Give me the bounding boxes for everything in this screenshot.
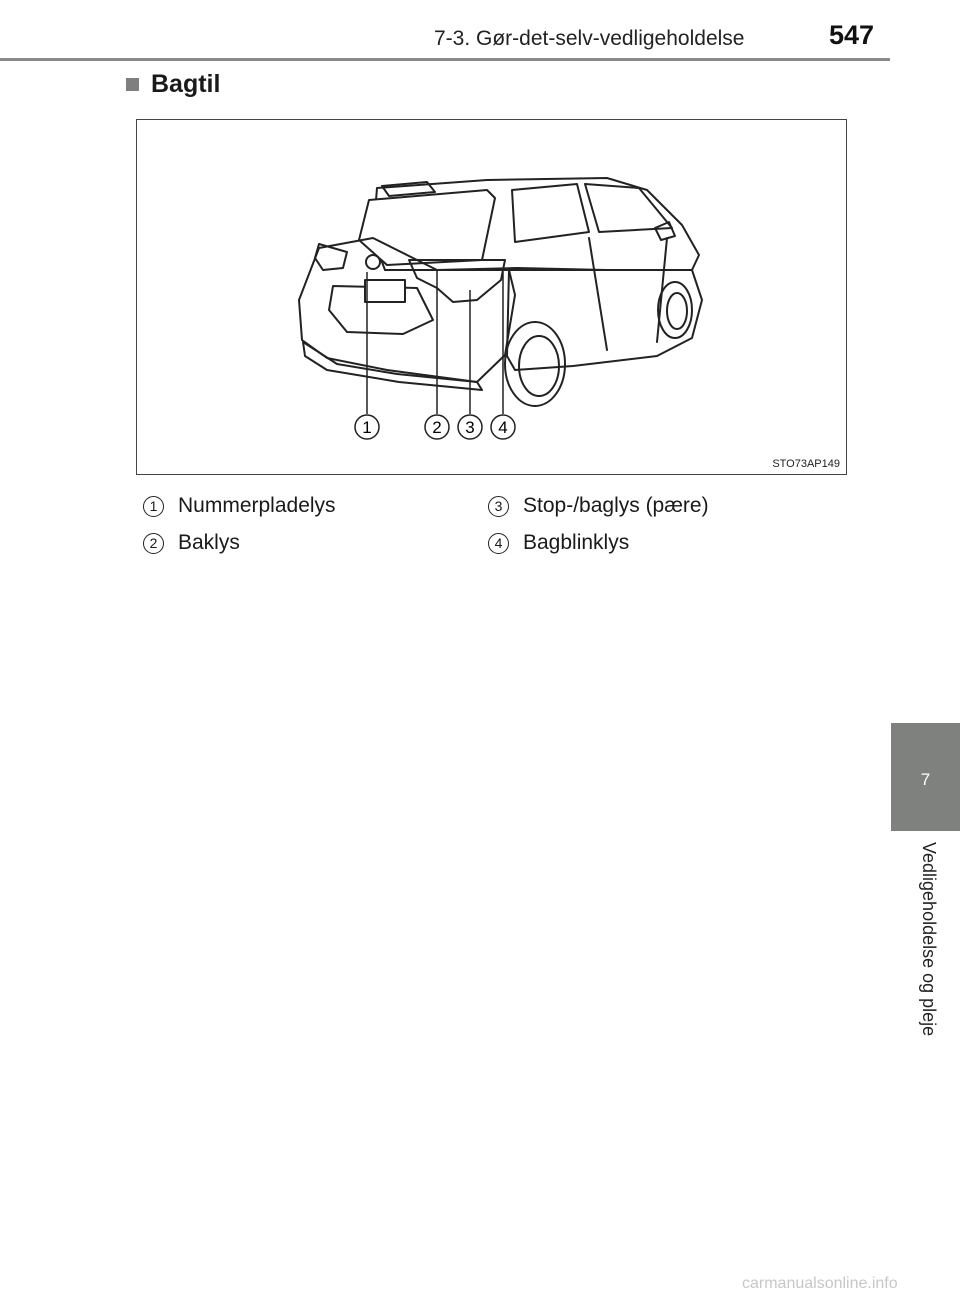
chapter-title: Vedligeholdelse og pleje [919,842,939,1037]
page-number: 547 [829,20,875,50]
square-bullet-icon [126,78,139,91]
callout-3-label: 3 [465,418,475,437]
legend-number-4: 4 [488,533,509,554]
header-divider [0,58,890,61]
watermark: carmanualsonline.info [742,1275,898,1292]
car-rear-illustration [137,120,848,476]
legend-item-4 [488,531,629,555]
legend-label-2: Baklys [178,531,240,554]
chapter-tab [891,723,960,831]
car-rear-figure [136,119,847,475]
legend-label-1: Nummerpladelys [178,494,336,517]
header-section-title: 7-3. Gør-det-selv-vedligeholdelse [434,27,745,50]
legend-item-3 [488,494,709,518]
legend-number-3: 3 [488,496,509,517]
callout-4 [491,415,515,439]
chapter-number: 7 [920,770,931,789]
callout-4-label: 4 [498,418,508,437]
legend-item-2 [143,531,240,555]
legend-number-2: 2 [143,533,164,554]
section-heading-text: Bagtil [151,70,221,98]
legend-item-1 [143,494,336,518]
legend-number-1: 1 [143,496,164,517]
callout-3 [458,415,482,439]
legend-label-4: Bagblinklys [523,531,630,554]
callout-2-label: 2 [432,418,442,437]
callout-1 [355,415,379,439]
section-heading [126,70,220,99]
figure-code: STO73AP149 [772,458,840,470]
callout-2 [425,415,449,439]
callout-1-label: 1 [362,418,372,437]
legend-label-3: Stop-/baglys (pære) [523,494,709,517]
